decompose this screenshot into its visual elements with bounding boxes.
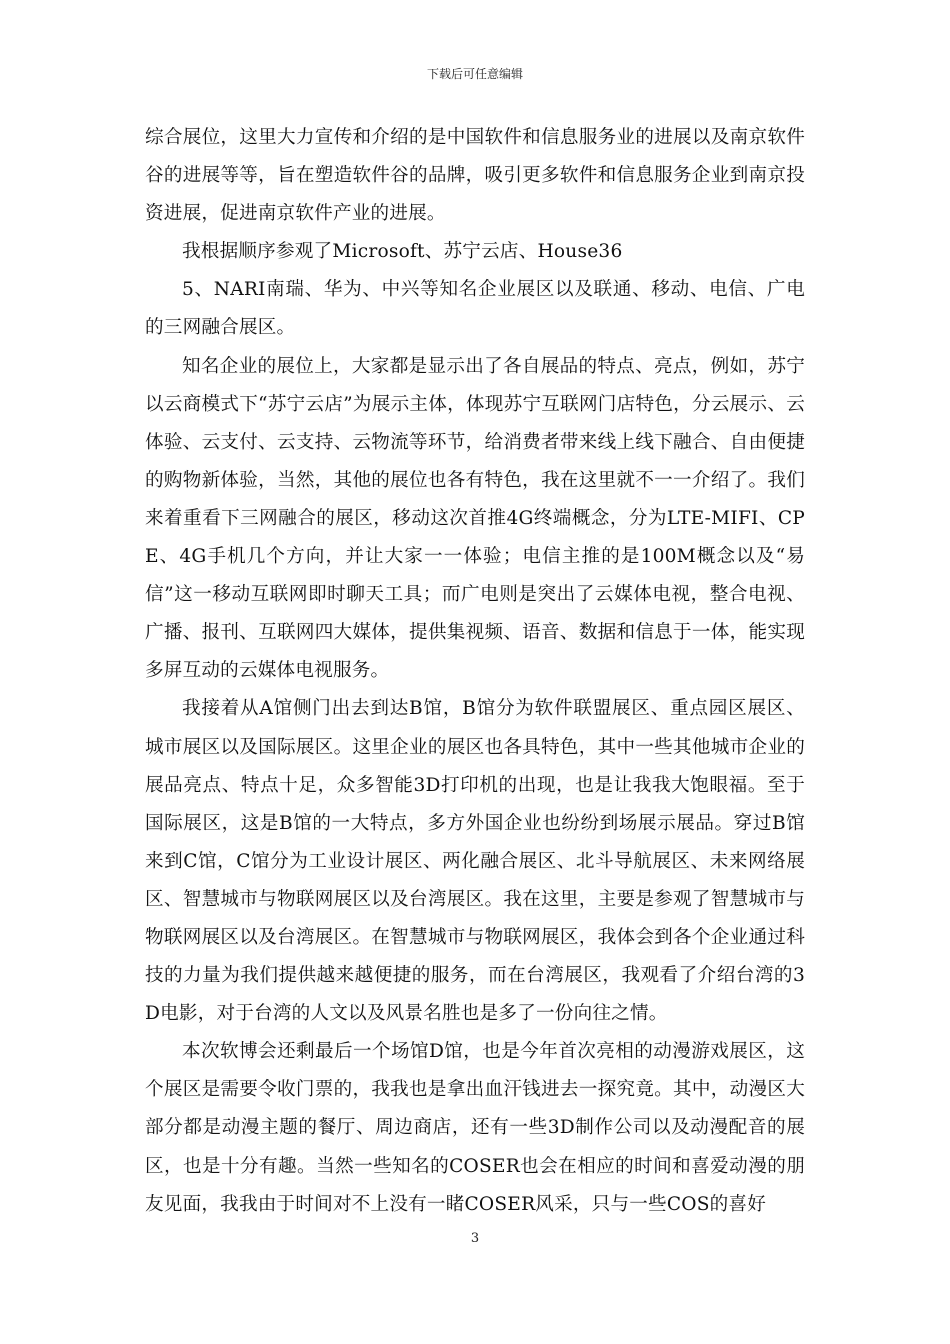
page-number: 3 [470, 1231, 480, 1246]
body-text [145, 119, 805, 1224]
paragraph-4: 知名企业的展位上，大家都是显示出了各自展品的特点、亮点，例如，苏宁以云商模式下“苏宁云店”为展示主体，体现苏宁互联网门店特色，分云展示、云体验、云支付、云支持、云物流等环节，给消费者带来线上线下融合、自由便捷的购物新体验，当然，其他的展位也各有特色，我在这里就不一一介绍了。我们来着重看下三网融合的展区，移动这次首推4G终端概念，分为LTE-MIFI、CPE、4G手机几个方向，并让大家一一体验；电信主推的是100M概念以及“易信”这一移动互联网即时聊天工具；而广电则是突出了云媒体电视，整合电视、广播、报刊、互联网四大媒体，提供集视频、语音、数据和信息于一体，能实现多屏互动的云媒体电视服务。 [145, 355, 805, 682]
paragraph-5: 我接着从A馆侧门出去到达B馆，B馆分为软件联盟展区、重点园区展区、城市展区以及国际展区。这里企业的展区也各具特色，其中一些其他城市企业的展品亮点、特点十足，众多智能3D打印机的出现，也是让我我大饱眼福。至于国际展区，这是B馆的一大特点，多方外国企业也纷纷到场展示展品。穿过B馆来到C馆，C馆分为工业设计展区、两化融合展区、北斗导航展区、未来网络展区、智慧城市与物联网展区以及台湾展区。我在这里，主要是参观了智慧城市与物联网展区以及台湾展区。在智慧城市与物联网展区，我体会到各个企业通过科技的力量为我们提供越来越便捷的服务，而在台湾展区，我观看了介绍台湾的3D电影，对于台湾的人文以及风景名胜也是多了一份向往之情。 [145, 698, 805, 1025]
paragraph-2: 我根据顺序参观了Microsoft、苏宁云店、House36 [182, 241, 623, 263]
paragraph-3: 5、NARI南瑞、华为、中兴等知名企业展区以及联通、移动、电信、广电的三网融合展区。 [145, 279, 805, 339]
paragraph-1: 综合展位，这里大力宣传和介绍的是中国软件和信息服务业的进展以及南京软件谷的进展等等，旨在塑造软件谷的品牌，吸引更多软件和信息服务企业到南京投资进展，促进南京软件产业的进展。 [145, 127, 805, 225]
page-header: 下载后可任意编辑 [426, 67, 523, 81]
paragraph-6: 本次软博会还剩最后一个场馆D馆，也是今年首次亮相的动漫游戏展区，这个展区是需要令收门票的，我我也是拿出血汗钱进去一探究竟。其中，动漫区大部分都是动漫主题的餐厅、周边商店，还有一些3D制作公司以及动漫配音的展区，也是十分有趣。当然一些知名的COSER也会在相应的时间和喜爱动漫的朋友见面，我我由于时间对不上没有一睹COSER风采，只与一些COS的喜好 [145, 1041, 805, 1215]
